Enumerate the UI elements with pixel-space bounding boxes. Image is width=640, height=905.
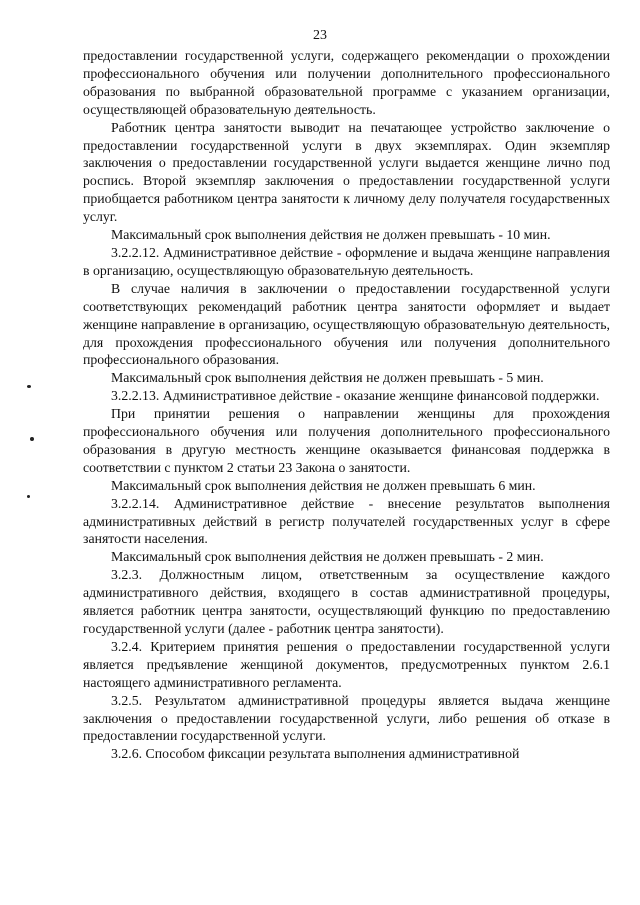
paragraph: Максимальный срок выполнения действия не должен превышать - 5 мин. — [111, 370, 544, 386]
paragraph: предоставлении государственной услуги, содержащего рекомендации о прохождении профессионального обучения или получении дополнительного профессионального образования по выбранной образовательной программе с указанием организации, осуществляющей образовательную деятельность. — [83, 48, 610, 117]
paragraph: 3.2.3. Должностным лицом, ответственным за осуществление каждого административного действия, входящего в состав административной процедуры, является работник центра занятости, осуществляющий функцию по предоставлению государственной услуги (далее - работник центра занятости). — [83, 567, 610, 636]
paragraph: При принятии решения о направлении женщины для прохождения профессионального обучения или получения дополнительного профессионального образования в другую местность женщине оказывается финансовая поддержка в соответствии с пунктом 2 статьи 23 Закона о занятости. — [83, 406, 610, 475]
paragraph: Максимальный срок выполнения действия не должен превышать - 10 мин. — [111, 227, 551, 243]
page-number: 23 — [313, 28, 327, 43]
paragraph: 3.2.6. Способом фиксации результата выполнения административной — [111, 746, 520, 762]
margin-mark — [30, 437, 34, 441]
paragraph: 3.2.5. Результатом административной процедуры является выдача женщине заключения о предоставлении государственной услуги, либо решения об отказе в предоставлении государственной услуги. — [83, 692, 610, 744]
margin-mark — [27, 495, 30, 498]
document-body — [83, 47, 610, 763]
margin-mark — [27, 385, 31, 388]
paragraph: Максимальный срок выполнения действия не должен превышать - 2 мин. — [111, 549, 544, 565]
paragraph: В случае наличия в заключении о предоставлении государственной услуги соответствующих рекомендаций работник центра занятости оформляет и выдает женщине направление в организацию, осуществляющую образовательную деятельность, для прохождения профессионального обучения или получения дополнительного профессионального образования. — [83, 280, 610, 368]
paragraph: Работник центра занятости выводит на печатающее устройство заключение о предоставлении государственной услуги в двух экземплярах. Один экземпляр заключения о предоставлении государственной услуги выдается женщине лично под роспись. Второй экземпляр заключения о предоставлении государственной услуги приобщается работником центра занятости к личному делу получателя государственных услуг. — [83, 119, 610, 225]
paragraph: 3.2.4. Критерием принятия решения о предоставлении государственной услуги является предъявление женщиной документов, предусмотренных пунктом 2.6.1 настоящего административного регламента. — [83, 638, 610, 690]
paragraph: 3.2.2.13. Административное действие - оказание женщине финансовой поддержки. — [111, 388, 600, 404]
paragraph: Максимальный срок выполнения действия не должен превышать 6 мин. — [111, 477, 536, 493]
paragraph: 3.2.2.14. Административное действие - внесение результатов выполнения административных действий в регистр получателей государственных услуг в сфере занятости населения. — [83, 495, 610, 547]
paragraph: 3.2.2.12. Административное действие - оформление и выдача женщине направления в организацию, осуществляющую образовательную деятельность. — [83, 244, 610, 278]
